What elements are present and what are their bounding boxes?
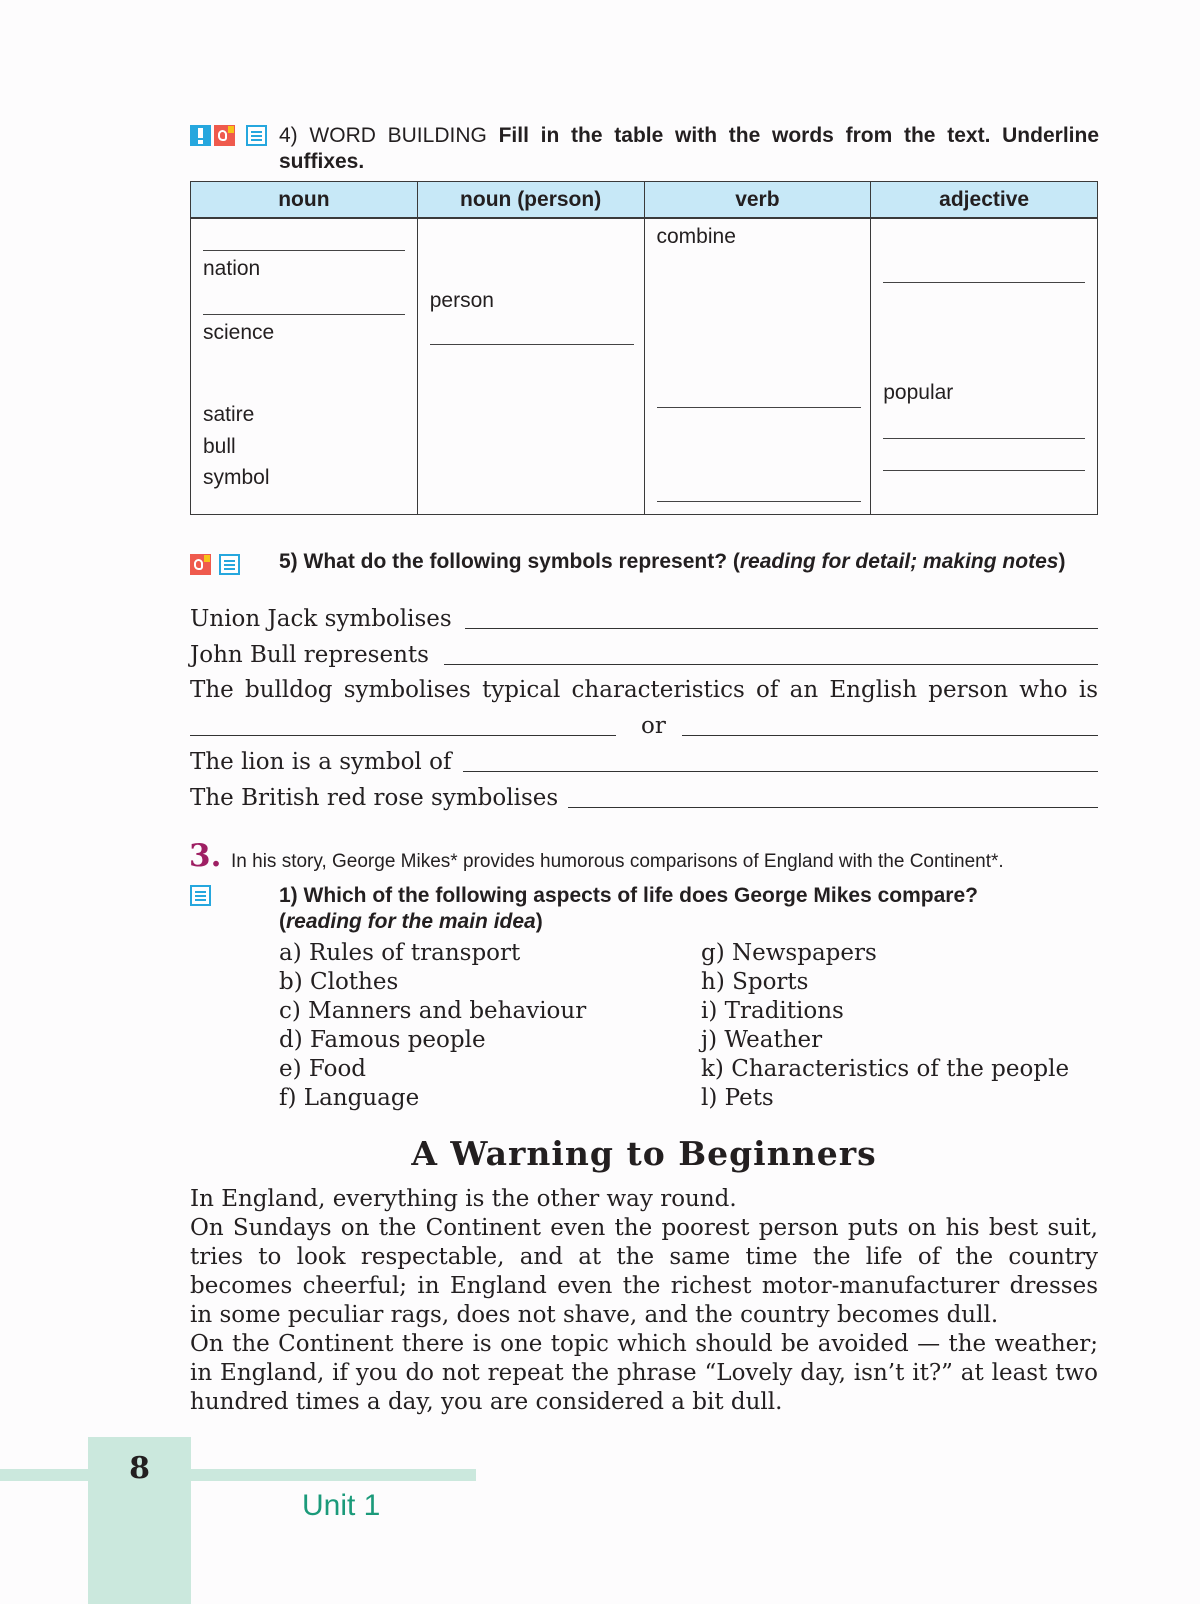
column-header-noun-person: noun (person): [417, 182, 644, 219]
story-paragraph-1: In England, everything is the other way round.: [190, 1186, 737, 1212]
aspect-item: k) Characteristics of the people: [701, 1056, 1070, 1082]
answer-line[interactable]: [463, 771, 1098, 772]
unit-label: Unit 1: [302, 1489, 381, 1522]
task-3-1-skill: reading for the main idea: [286, 910, 536, 933]
section-number: 3.: [189, 838, 222, 874]
aspect-item: j) Weather: [701, 1027, 823, 1053]
answer-line[interactable]: [444, 664, 1098, 665]
column-header-noun: noun: [191, 182, 418, 219]
aspect-item: g) Newspapers: [701, 940, 877, 966]
footer-bar: [0, 1469, 476, 1481]
noun-column-cell: [191, 218, 418, 515]
table-word: satire: [203, 403, 255, 426]
vocabulary-icon: [190, 554, 211, 575]
table-word: popular: [883, 381, 954, 404]
task-3-1-heading: [279, 883, 1099, 935]
aspect-item: f) Language: [279, 1085, 420, 1111]
prompt-red-rose: The British red rose symbolises: [190, 785, 559, 811]
aspect-item: i) Traditions: [701, 998, 844, 1024]
answer-line[interactable]: [883, 470, 1085, 471]
answer-line[interactable]: [203, 250, 405, 251]
prompt-lion: The lion is a symbol of: [190, 749, 452, 775]
reading-icon: [246, 125, 267, 146]
answer-line[interactable]: [657, 501, 861, 502]
story-paragraph-3: On the Continent there is one topic which should be avoided — the weather; in England, if you do not repeat the phrase “Lovely day, isn’t it?” at least two hundred times a day, you are considered a bit dull.: [190, 1331, 1098, 1415]
word-building-table: [190, 181, 1098, 515]
story-paragraph-2: On Sundays on the Continent even the poorest person puts on his best suit, tries to look respectable, and at the same time the life of the country becomes cheerful; in England even the richest motor-manufacturer dresses in some peculiar rags, does not shave, and the country becomes dull.: [190, 1215, 1098, 1328]
task-3-1-close: ): [535, 910, 543, 933]
noun-person-column-cell: [417, 218, 644, 515]
aspect-item: h) Sports: [701, 969, 809, 995]
task-4-heading: [279, 123, 1099, 175]
aspect-item: e) Food: [279, 1056, 367, 1082]
answer-line[interactable]: [568, 807, 1098, 808]
table-word: nation: [203, 257, 261, 280]
column-header-verb: verb: [644, 182, 871, 219]
prompt-john-bull: John Bull represents: [190, 642, 429, 668]
section-intro: In his story, George Mikes* provides humorous comparisons of England with the Continent*.: [231, 851, 1004, 872]
answer-line[interactable]: [657, 407, 861, 408]
aspect-item: c) Manners and behaviour: [279, 998, 587, 1024]
adjective-column-cell: [871, 218, 1098, 515]
vocabulary-icon: [214, 125, 235, 146]
prompt-union-jack: Union Jack symbolises: [190, 606, 452, 632]
table-word: symbol: [203, 466, 270, 489]
table-word: science: [203, 321, 275, 344]
reading-icon: [219, 554, 240, 575]
answer-line[interactable]: [883, 282, 1085, 283]
answer-line[interactable]: [430, 344, 634, 345]
aspect-item: b) Clothes: [279, 969, 399, 995]
task-5-skill: reading for detail; making notes: [739, 550, 1059, 573]
task-5-heading: [279, 549, 1099, 575]
page-number: 8: [129, 1451, 150, 1486]
task-5-close: ): [1058, 550, 1066, 573]
exclamation-icon: [190, 125, 211, 146]
table-word: bull: [203, 435, 236, 458]
verb-column-cell: [644, 218, 871, 515]
task-3-1-question: 1) Which of the following aspects of life does George Mikes compare?: [279, 884, 978, 907]
column-header-adjective: adjective: [871, 182, 1098, 219]
aspect-item: d) Famous people: [279, 1027, 486, 1053]
task-5-question: 5) What do the following symbols represent? (: [279, 550, 740, 573]
reading-icon: [190, 885, 211, 906]
prompt-bulldog: The bulldog symbolises typical characteristics of an English person who is: [190, 677, 1098, 703]
answer-line[interactable]: [203, 314, 405, 315]
answer-line[interactable]: [682, 735, 1098, 736]
answer-line[interactable]: [190, 735, 616, 736]
answer-line[interactable]: [883, 438, 1085, 439]
aspect-item: l) Pets: [701, 1085, 774, 1111]
answer-line[interactable]: [465, 628, 1098, 629]
task-4-label: 4) WORD BUILDING: [279, 124, 487, 147]
table-word: combine: [656, 225, 736, 248]
story-title: A Warning to Beginners: [411, 1134, 877, 1173]
or-word: or: [641, 713, 666, 739]
task-3-1-open: (: [279, 910, 286, 933]
table-word: person: [429, 289, 494, 312]
task-4-instruction: Fill in the table with the words from the text. Underline suffixes.: [279, 124, 1099, 173]
aspect-item: a) Rules of transport: [279, 940, 521, 966]
